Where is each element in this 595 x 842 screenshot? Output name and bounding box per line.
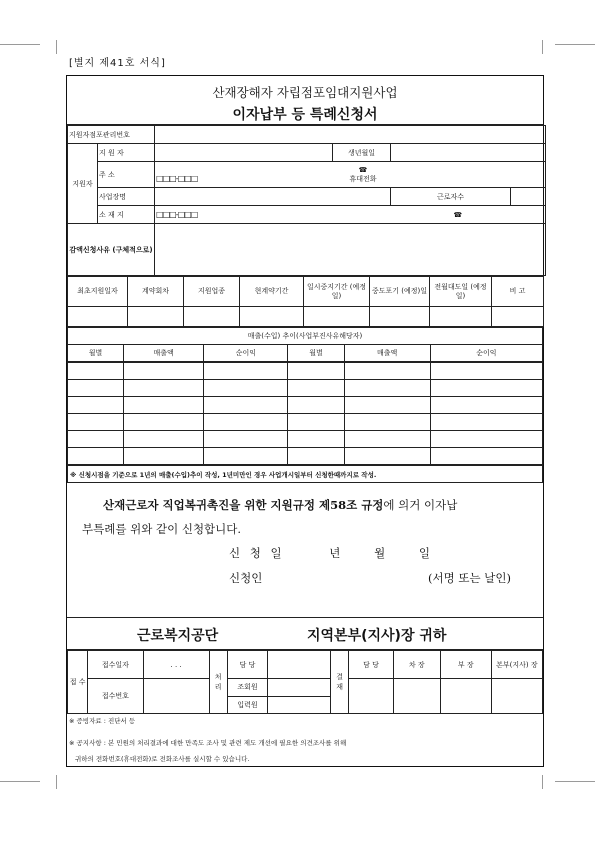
sales-cell[interactable] [68, 397, 124, 414]
approval-table [67, 650, 543, 714]
reason-label: 감액신청사유 (구체적으로) [68, 224, 155, 276]
application-date [229, 545, 430, 561]
month-label: 월 [374, 546, 386, 560]
worker-count-label: 근로자수 [391, 188, 511, 206]
sales-note: ※ 신청시점을 기준으로 1년의 매출(수입)추이 작성, 1년미만인 경우 사업개시일부터 신청한때까지로 작성. [68, 466, 543, 483]
input-label: 입력원 [228, 696, 268, 713]
input-field[interactable] [268, 696, 330, 713]
charge-field[interactable] [268, 651, 331, 679]
location-label: 소 재 지 [98, 206, 155, 224]
sales-cell[interactable] [288, 414, 344, 431]
location-field[interactable] [155, 206, 546, 224]
declaration-line1-rest: 에 의거 이자납 [383, 498, 458, 512]
sales-cell[interactable] [344, 448, 430, 465]
crop-mark [56, 775, 57, 789]
addressee [67, 618, 543, 650]
contract-col-field[interactable] [240, 307, 304, 327]
sales-cell[interactable] [204, 363, 288, 380]
title-line2: 이자납부 등 특례신청서 [232, 107, 378, 123]
sales-cell[interactable] [288, 448, 344, 465]
declaration-line2: 부특례를 위와 같이 신청합니다. [82, 522, 242, 536]
charge-label: 담 당 [227, 651, 267, 679]
form-label: [별지 제41호 서식] [69, 58, 166, 69]
declaration-line1 [103, 497, 457, 513]
sales-cell[interactable] [68, 431, 124, 448]
phone-icon: ☎ [358, 165, 368, 174]
sales-cell[interactable] [430, 431, 542, 448]
name-field[interactable] [155, 144, 333, 162]
sales-cell[interactable] [344, 397, 430, 414]
mgmt-no-field[interactable] [155, 126, 546, 144]
process-label: 처 리 [209, 651, 227, 714]
mobile-label: 휴대전화 [349, 174, 377, 183]
mgmt-no-label: 지원자점포관리번호 [68, 126, 155, 144]
docs-note: ※ 증빙자료 : 진단서 등 [69, 717, 136, 725]
receipt-date-label: 접수일자 [88, 651, 143, 679]
receipt-no-label: 접수번호 [88, 679, 143, 714]
birth-field[interactable] [391, 144, 546, 162]
organization-name: 근로복지공단 [137, 628, 219, 644]
sales-cell[interactable] [124, 380, 204, 397]
business-name-label: 사업장명 [98, 188, 155, 206]
sales-rows [67, 362, 543, 465]
receipt-date-field[interactable]: . . . [143, 651, 209, 679]
sales-cell[interactable] [68, 414, 124, 431]
crop-mark [542, 775, 543, 789]
birth-label: 생년월일 [333, 144, 391, 162]
decide-label: 결 재 [331, 651, 349, 714]
postal-code-boxes: □□□-□□□ [156, 173, 198, 183]
form-title [67, 76, 543, 125]
receipt-label: 접 수 [68, 651, 88, 714]
sales-cell[interactable] [204, 380, 288, 397]
contract-col-header: 일시중지기간 (예정일) [304, 277, 370, 307]
sales-cell[interactable] [124, 397, 204, 414]
sales-cell[interactable] [288, 380, 344, 397]
sales-cell[interactable] [430, 380, 542, 397]
sales-cell[interactable] [344, 431, 430, 448]
sales-cell[interactable] [430, 414, 542, 431]
sales-cell[interactable] [344, 380, 430, 397]
receipt-no-field[interactable] [143, 679, 209, 714]
contract-col-field[interactable] [68, 307, 128, 327]
address-label: 주 소 [98, 162, 155, 188]
location-postal-boxes: □□□-□□□ [156, 210, 198, 219]
declaration [67, 483, 543, 618]
sales-row [68, 380, 543, 397]
sales-cell[interactable] [430, 363, 542, 380]
applicant-table [67, 125, 546, 276]
sales-col-header: 매출액 [344, 345, 430, 362]
approver-deputy: 차 장 [393, 651, 440, 679]
sales-col-header: 월별 [68, 345, 124, 362]
sign-manager[interactable] [440, 679, 491, 714]
name-label: 지 원 자 [98, 144, 155, 162]
business-name-field[interactable] [155, 188, 391, 206]
worker-count-field[interactable] [511, 188, 546, 206]
contract-col-field[interactable] [430, 307, 492, 327]
address-field[interactable] [155, 162, 546, 188]
sales-cell[interactable] [68, 448, 124, 465]
phone-icon: ☎ [453, 211, 463, 219]
review-input-cell [227, 679, 330, 714]
sales-note-table [67, 465, 543, 483]
reason-field[interactable] [155, 224, 546, 276]
sales-col-header: 순이익 [430, 345, 542, 362]
regulation-ref: 산재근로자 직업복귀촉진을 위한 지원규정 제58조 규정 [103, 498, 384, 512]
day-label: 일 [418, 546, 430, 560]
sales-table [67, 327, 543, 362]
contract-col-field[interactable] [370, 307, 430, 327]
sales-cell[interactable] [204, 431, 288, 448]
review-field[interactable] [268, 679, 330, 696]
crop-mark [555, 44, 595, 45]
recipient: 지역본부(지사)장 귀하 [307, 628, 447, 644]
sales-row [68, 448, 543, 465]
year-label: 년 [329, 546, 341, 560]
sales-cell[interactable] [288, 363, 344, 380]
sales-cell[interactable] [124, 448, 204, 465]
sign-staff[interactable] [349, 679, 394, 714]
crop-mark [542, 40, 543, 54]
approver-branch-head: 본부(지사) 장 [491, 651, 542, 679]
sign-branch-head[interactable] [491, 679, 542, 714]
signature-label: (서명 또는 날인) [428, 571, 511, 585]
sales-row [68, 397, 543, 414]
contract-col-header: 비 고 [492, 277, 544, 307]
sales-col-header: 순이익 [204, 345, 288, 362]
date-label: 신 청 일 [229, 546, 282, 560]
crop-mark [0, 781, 40, 782]
sales-title: 매출(수입) 추이(사업부진사유해당자) [68, 328, 543, 345]
sales-cell[interactable] [344, 414, 430, 431]
sales-cell[interactable] [124, 363, 204, 380]
sales-cell[interactable] [204, 397, 288, 414]
approver-manager: 부 장 [440, 651, 491, 679]
notice-line1: ※ 공지사항 : 본 민원의 처리결과에 대한 만족도 조사 및 관련 제도 개선에 필요한 의견조사를 위해 [69, 739, 347, 747]
contract-col-header: 현계약기간 [240, 277, 304, 307]
contract-col-header: 지원업종 [184, 277, 240, 307]
contract-col-field[interactable] [304, 307, 370, 327]
sales-row [68, 431, 543, 448]
sales-row [68, 414, 543, 431]
sales-cell[interactable] [68, 380, 124, 397]
crop-mark [555, 781, 595, 782]
contract-col-header: 중도포기 (예정)일 [370, 277, 430, 307]
approver-staff: 담 당 [349, 651, 394, 679]
sales-cell[interactable] [68, 363, 124, 380]
application-form [66, 75, 544, 767]
title-line1: 산재장해자 자립점포임대지원사업 [212, 85, 398, 100]
sales-cell[interactable] [430, 448, 542, 465]
contract-col-field[interactable] [492, 307, 544, 327]
sales-cell[interactable] [204, 448, 288, 465]
crop-mark [0, 44, 40, 45]
contract-col-header: 계약회차 [128, 277, 184, 307]
sales-cell[interactable] [288, 397, 344, 414]
notice-line2: 귀하의 전화번호(휴대전화)로 전화조사를 실시할 수 있습니다. [75, 755, 250, 763]
applicant-group-label: 지원자 [68, 144, 98, 224]
crop-mark [56, 40, 57, 54]
contract-table [67, 276, 544, 327]
contract-col-field[interactable] [128, 307, 184, 327]
applicant-label: 신청인 [229, 571, 263, 585]
sales-cell[interactable] [344, 363, 430, 380]
sign-deputy[interactable] [393, 679, 440, 714]
sales-row [68, 363, 543, 380]
review-label: 조회원 [228, 679, 268, 696]
sales-cell[interactable] [430, 397, 542, 414]
sales-col-header: 월별 [288, 345, 344, 362]
contract-col-field[interactable] [184, 307, 240, 327]
sales-cell[interactable] [124, 431, 204, 448]
contract-col-header: 전월대도일 (예정일) [430, 277, 492, 307]
sales-cell[interactable] [288, 431, 344, 448]
sales-cell[interactable] [204, 414, 288, 431]
sales-cell[interactable] [124, 414, 204, 431]
contract-col-header: 최초지원일자 [68, 277, 128, 307]
sales-col-header: 매출액 [124, 345, 204, 362]
